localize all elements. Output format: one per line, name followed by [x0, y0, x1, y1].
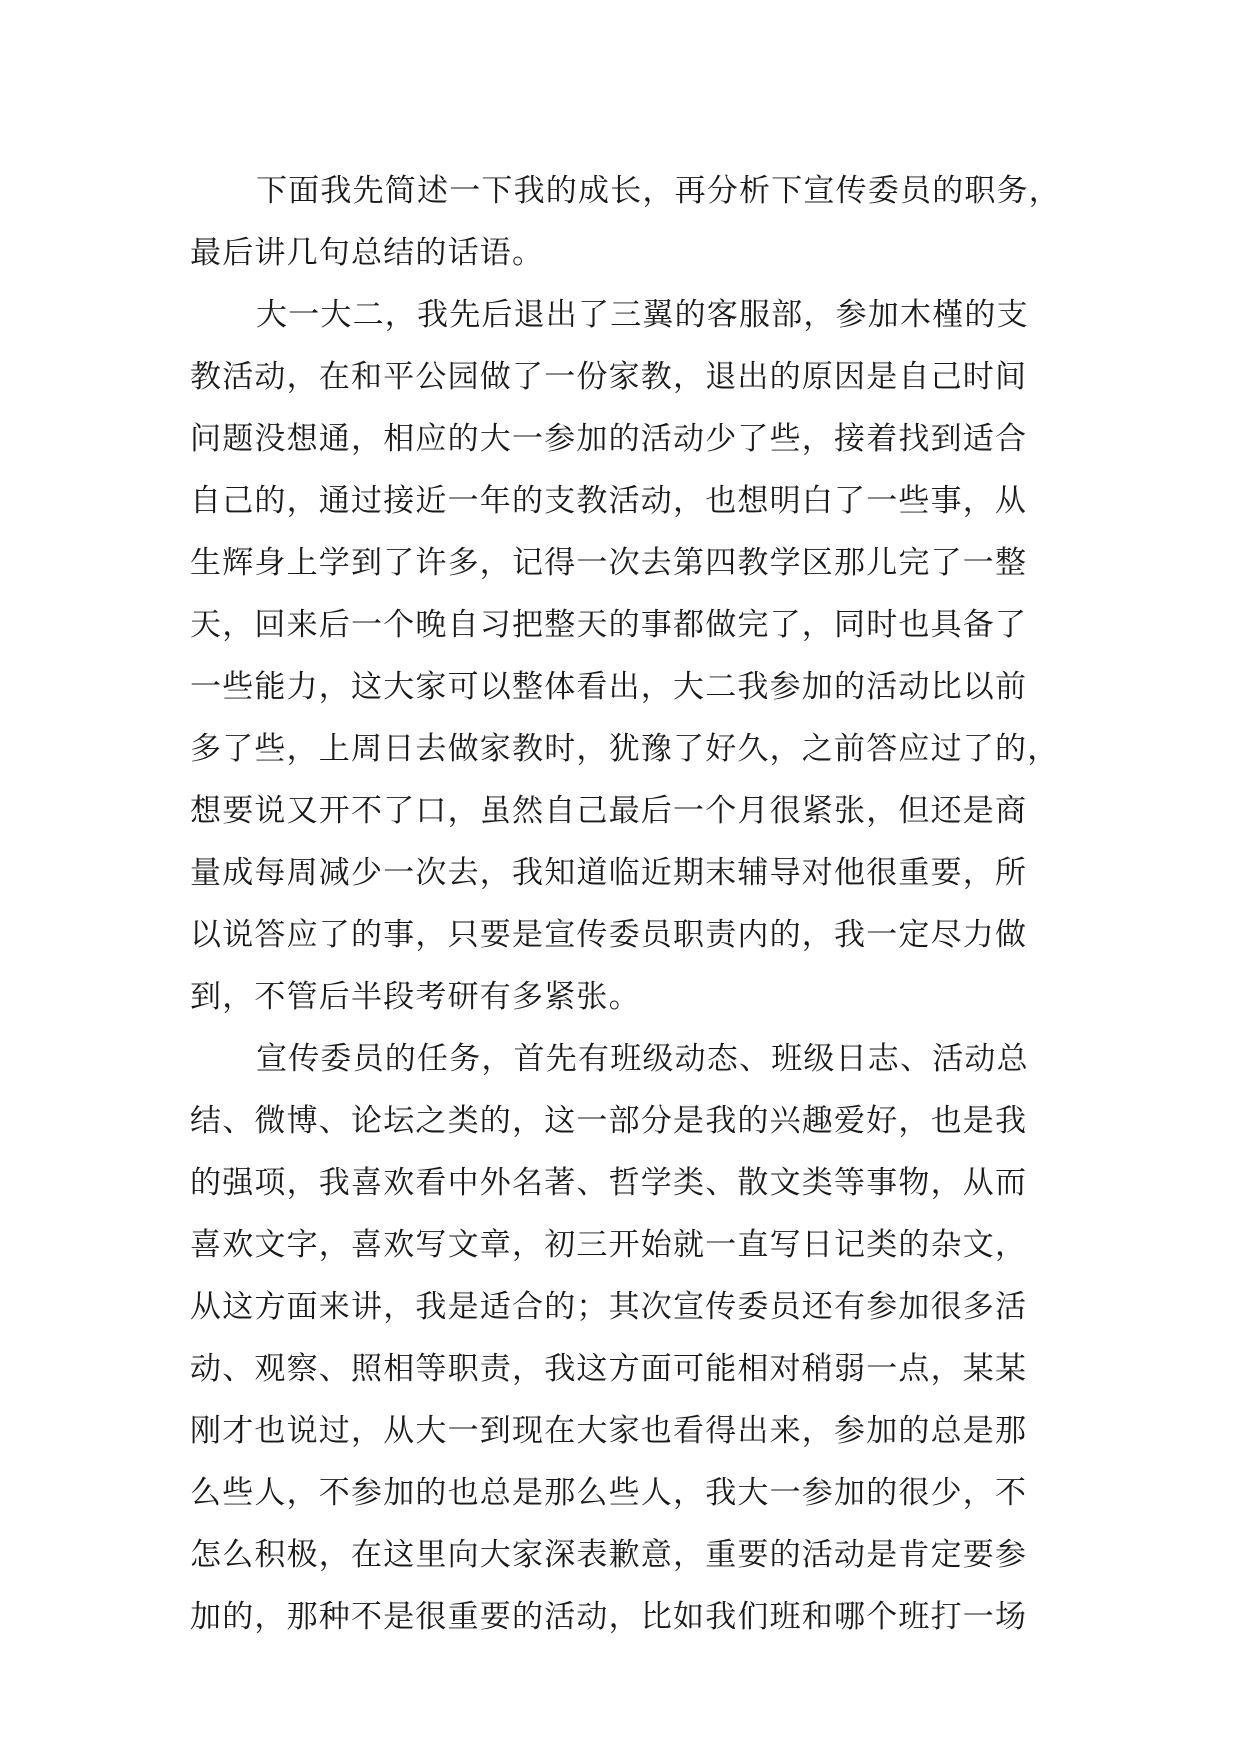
text-line: 么些人，不参加的也总是那么些人，我大一参加的很少，不: [190, 1475, 1028, 1511]
text-line: 从这方面来讲，我是适合的；其次宣传委员还有参加很多活: [190, 1289, 1028, 1325]
text-line: 加的，那种不是很重要的活动，比如我们班和哪个班打一场: [190, 1599, 1028, 1635]
text-line: 怎么积极，在这里向大家深表歉意，重要的活动是肯定要参: [190, 1537, 1028, 1573]
text-line: 大一大二，我先后退出了三翼的客服部，参加木槿的支: [256, 297, 1029, 333]
text-line: 的强项，我喜欢看中外名著、哲学类、散文类等事物，从而: [190, 1165, 1028, 1201]
text-line: 天，回来后一个晚自习把整天的事都做完了，同时也具备了: [190, 607, 1028, 643]
text-line: 结、微博、论坛之类的，这一部分是我的兴趣爱好，也是我: [190, 1103, 1028, 1139]
text-line: 一些能力，这大家可以整体看出，大二我参加的活动比以前: [190, 669, 1028, 705]
text-line: 自己的，通过接近一年的支教活动，也想明白了一些事，从: [190, 483, 1028, 519]
text-line: 下面我先简述一下我的成长，再分析下宣传委员的职务，: [256, 173, 1061, 209]
text-line: 宣传委员的任务，首先有班级动态、班级日志、活动总: [256, 1041, 1029, 1077]
body-text: [190, 160, 1070, 1648]
text-line: 以说答应了的事，只要是宣传委员职责内的，我一定尽力做: [190, 917, 1028, 953]
text-line: 到，不管后半段考研有多紧张。: [190, 979, 641, 1015]
text-line: 最后讲几句总结的话语。: [190, 235, 545, 271]
text-line: 刚才也说过，从大一到现在大家也看得出来，参加的总是那: [190, 1413, 1028, 1449]
text-line: 生辉身上学到了许多，记得一次去第四教学区那儿完了一整: [190, 545, 1028, 581]
text-line: 动、观察、照相等职责，我这方面可能相对稍弱一点，某某: [190, 1351, 1028, 1387]
text-line: 教活动，在和平公园做了一份家教，退出的原因是自己时间: [190, 359, 1028, 395]
text-line: 问题没想通，相应的大一参加的活动少了些，接着找到适合: [190, 421, 1028, 457]
text-line: 喜欢文字，喜欢写文章，初三开始就一直写日记类的杂文，: [190, 1227, 1028, 1263]
text-line: 量成每周减少一次去，我知道临近期末辅导对他很重要，所: [190, 855, 1028, 891]
text-line: 想要说又开不了口，虽然自己最后一个月很紧张，但还是商: [190, 793, 1028, 829]
text-line: 多了些，上周日去做家教时，犹豫了好久，之前答应过了的，: [190, 731, 1060, 767]
